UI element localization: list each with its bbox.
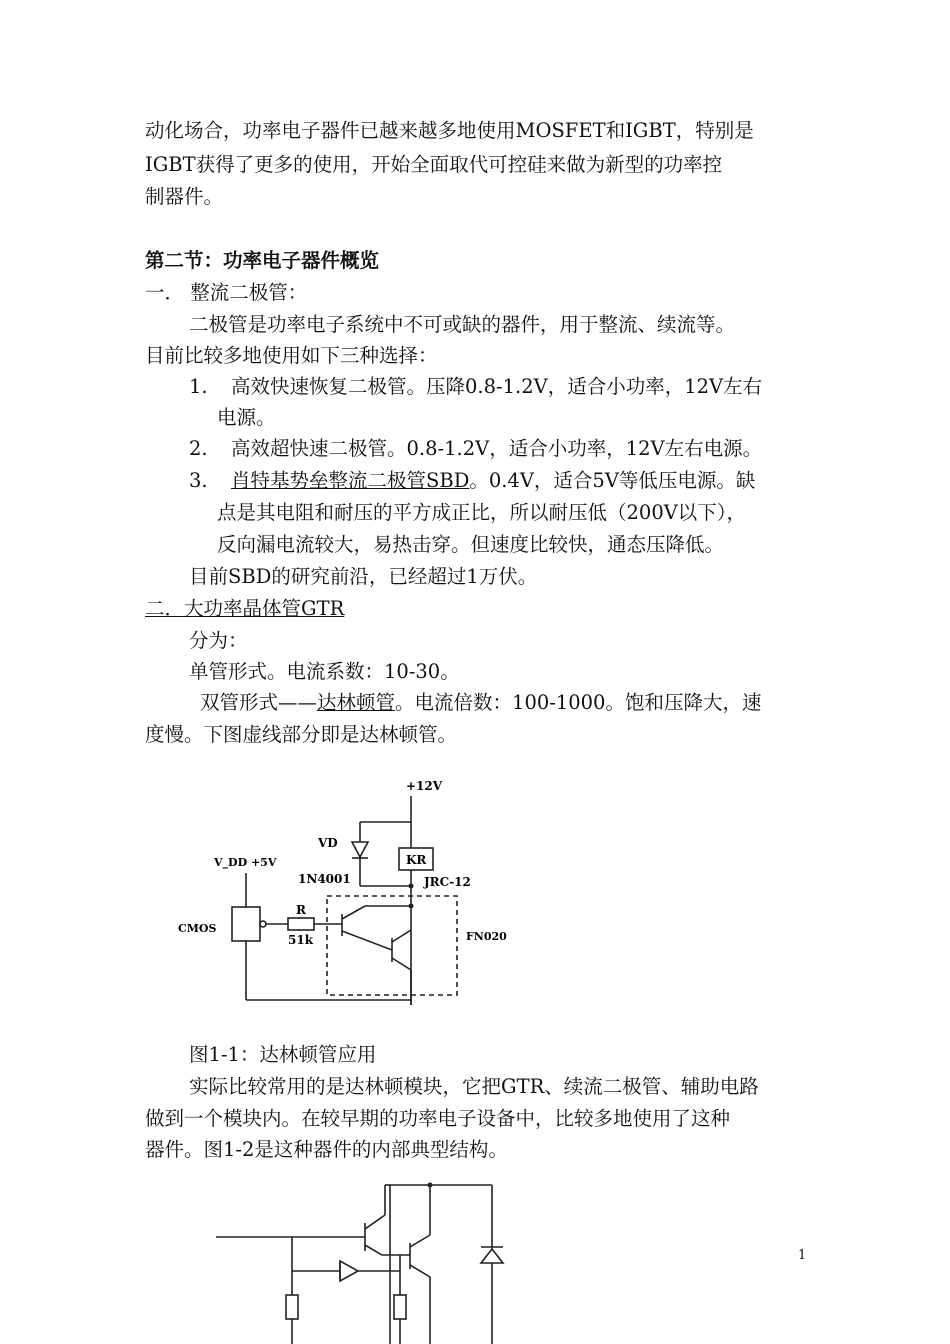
part3-line: 器件。图1-2是这种器件的内部典型结构。 (145, 1138, 508, 1161)
list-item-number: 2. (189, 437, 208, 460)
part1-intro-line: 二极管是功率电子系统中不可或缺的器件，用于整流、续流等。 (189, 313, 736, 336)
figure-label: KR (406, 853, 427, 867)
figure-label: +12V (406, 779, 443, 793)
list-item-text-rest: 。0.4V，适合5V等低压电源。缺 (469, 469, 756, 492)
figure-label: 51k (288, 933, 314, 947)
list-item-text (231, 468, 755, 494)
part2-line: 单管形式。电流系数：10-30。 (189, 660, 460, 683)
section-title: 第二节：功率电子器件概览 (145, 249, 380, 272)
part1-outro: 目前SBD的研究前沿，已经超过1万伏。 (189, 565, 538, 588)
paragraph-line: 动化场合，功率电子器件已越来越多地使用MOSFET和IGBT，特别是 (145, 119, 754, 142)
part3-line: 做到一个模块内。在较早期的功率电子设备中，比较多地使用了这种 (145, 1107, 731, 1130)
part1-heading: 一． 整流二极管： (145, 281, 308, 304)
underlined-term: 达林顿管 (317, 691, 396, 714)
figure-label: FN020 (466, 930, 507, 943)
part1-intro-line: 目前比较多地使用如下三种选择： (145, 344, 438, 367)
darlington-module-diagram (210, 1175, 510, 1344)
paragraph-line: IGBT获得了更多的使用，开始全面取代可控硅来做为新型的功率控 (145, 153, 723, 176)
page-number: 1 (798, 1248, 807, 1263)
underlined-term: 肖特基势垒整流二极管SBD (231, 469, 470, 492)
part2-line: 度慢。下图虚线部分即是达林顿管。 (145, 723, 458, 746)
part2-heading: 二．大功率晶体管GTR (145, 597, 345, 620)
figure-label: JRC-12 (424, 875, 471, 889)
list-item-text: 高效快速恢复二极管。压降0.8-1.2V，适合小功率，12V左右 (231, 375, 763, 398)
list-item-text: 电源。 (217, 406, 276, 429)
list-item-number: 1. (189, 375, 208, 398)
part2-line (200, 690, 761, 716)
part3-line: 实际比较常用的是达林顿模块，它把GTR、续流二极管、辅助电路 (189, 1075, 759, 1098)
figure-label: 1N4001 (298, 872, 351, 886)
list-item-text: 点是其电阻和耐压的平方成正比，所以耐压低（200V以下）， (217, 501, 747, 524)
list-item-text: 高效超快速二极管。0.8-1.2V，适合小功率，12V左右电源。 (231, 437, 763, 460)
list-item-number: 3. (189, 469, 208, 492)
part2-text: 。电流倍数：100-1000。饱和压降大，速 (395, 691, 762, 714)
figure-caption: 图1-1：达林顿管应用 (189, 1043, 377, 1066)
part2-text: 双管形式—— (200, 691, 318, 714)
figure-label: R (296, 903, 306, 917)
part2-line: 分为： (189, 629, 248, 652)
figure-label: VD (318, 836, 338, 850)
figure-label: CMOS (178, 922, 217, 935)
paragraph-line: 制器件。 (145, 185, 224, 208)
list-item-text: 反向漏电流较大，易热击穿。但速度比较快，通态压降低。 (217, 533, 725, 556)
darlington-circuit-diagram (170, 770, 540, 1020)
figure-label: V_DD +5V (214, 856, 277, 869)
